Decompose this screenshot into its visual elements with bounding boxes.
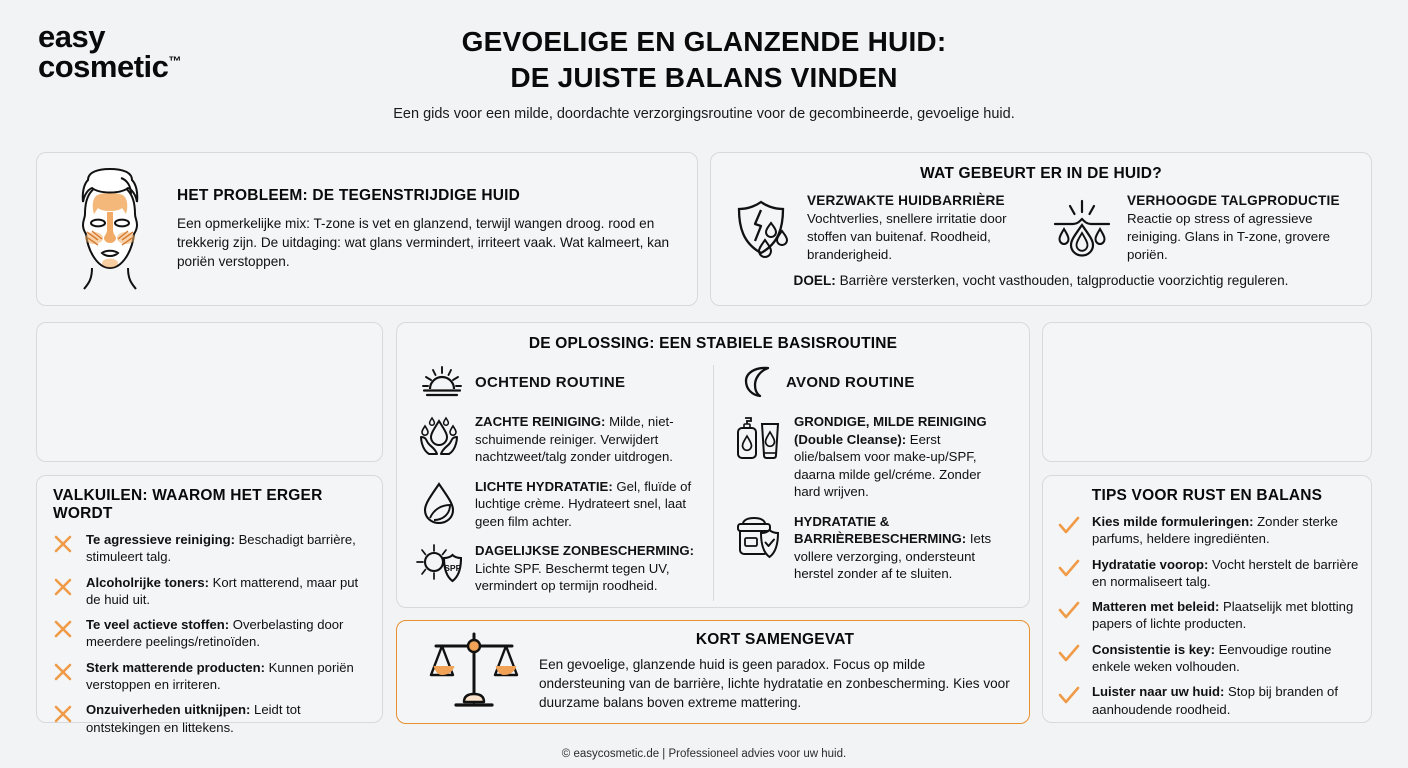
evening-item-double-cleanse-text [794, 413, 1001, 501]
sun-spf-shield-icon [413, 542, 465, 595]
list-item-label: Kies milde formuleringen: [1092, 514, 1254, 529]
footer: © easycosmetic.de | Professioneel advies voor uw huid. [561, 748, 847, 760]
check-mark-icon [1055, 598, 1083, 633]
list-item [49, 531, 368, 566]
x-mark-icon [49, 531, 77, 566]
problem-card-body: Een opmerkelijke mix: T-zone is vet en glanzend, terwijl wangen droog. rood en trekkerig zijn. De uitdaging: wat glans vermindert, irriteert vaak. Wat kalmeert, kan poriën verstoppen. [177, 215, 670, 270]
increased-sebum-heading: VERHOOGDE TALGPRODUCTIE [1127, 193, 1340, 208]
morning-item-sunscreen-text [475, 542, 701, 595]
pitfalls-card-title: VALKUILEN: WAAROM HET ERGER WORDT [53, 487, 323, 522]
brand-line-2 [38, 49, 182, 85]
list-item-text [1092, 683, 1359, 718]
leaf-drop-icon [413, 478, 465, 531]
list-item-text [86, 531, 368, 566]
weakened-barrier-body: Vochtverlies, snellere irritatie door stoffen van buitenaf. Roodheid, branderigheid. [807, 211, 1007, 262]
face-tzone-icon [51, 168, 169, 290]
balance-scale-icon [419, 630, 529, 714]
list-item-text [86, 701, 368, 736]
list-item [49, 701, 368, 736]
evening-item-barrier-protection-label: HYDRATATIE & BARRIÈREBESCHERMING: [794, 513, 967, 547]
morning-item-cleansing [413, 413, 701, 466]
morning-item-hydration-text [475, 478, 701, 531]
moon-icon [740, 365, 774, 399]
evening-item-barrier-protection [732, 513, 1001, 583]
title-block [0, 0, 1408, 122]
list-item-desc: Leidt tot ontstekingen en littekens. [86, 702, 301, 735]
page-title-line-2: DE JUISTE BALANS VINDEN [510, 61, 898, 93]
list-item-text [1092, 641, 1359, 676]
increased-sebum-block [1045, 193, 1357, 263]
list-item-label: Te veel actieve stoffen: [86, 617, 230, 633]
morning-item-cleansing-text [475, 413, 701, 466]
pump-bottle-tube-icon [732, 413, 784, 501]
list-item-text [1092, 598, 1359, 633]
list-item [1055, 683, 1359, 718]
list-item-desc: Stop bij branden of aanhoudende roodheid. [1092, 684, 1338, 717]
solution-card-title: DE OPLOSSING: EEN STABIELE BASISROUTINE [528, 335, 898, 352]
increased-sebum-body: Reactie op stress of agressieve reiniging. Glans in T-zone, grovere poriën. [1127, 211, 1331, 262]
page-title [0, 19, 1408, 96]
list-item-desc: Zonder sterke parfums, heldere ingrediënten. [1092, 514, 1338, 547]
list-item [1055, 641, 1359, 676]
list-item-label: Hydratatie voorop: [1092, 556, 1209, 572]
header [0, 0, 1408, 140]
morning-routine-column [413, 365, 713, 601]
tips-card-title: TIPS VOOR RUST EN BALANS [1091, 487, 1323, 504]
list-item-label: Matteren met beleid: [1092, 599, 1220, 615]
problem-card [36, 152, 698, 306]
evening-item-barrier-protection-text [794, 513, 1001, 583]
list-item-label: Onzuiverheden uitknijpen: [86, 702, 251, 718]
brand-line-1: easy [38, 19, 105, 54]
list-item-desc: Beschadigt barrière, stimuleert talg. [86, 532, 356, 565]
weakened-barrier-heading: VERZWAKTE HUIDBARRIÈRE [807, 193, 1005, 208]
morning-routine-heading: OCHTEND ROUTINE [475, 373, 626, 391]
cracked-shield-droplets-icon [725, 193, 799, 263]
brand-logo [38, 19, 182, 85]
list-item [49, 659, 368, 694]
sebum-pore-droplet-icon [1045, 193, 1119, 263]
list-item-desc: Eenvoudige routine enkele weken volhouden. [1092, 641, 1332, 674]
morning-item-sunscreen-label: DAGELIJKSE ZONBESCHERMING: [475, 543, 695, 559]
solution-card [396, 322, 1030, 608]
list-item-text [1092, 556, 1359, 591]
weakened-barrier-block [725, 193, 1037, 263]
goal-label: DOEL: [793, 273, 836, 289]
trademark-symbol: ™ [168, 54, 182, 70]
goal-statement [725, 273, 1357, 288]
evening-routine-heading: AVOND ROUTINE [786, 373, 915, 391]
morning-item-hydration-desc: Gel, fluïde of luchtige crème. Hydrateert snel, laat geen film achter. [475, 478, 692, 529]
list-item-label: Alcoholrijke toners: [86, 574, 209, 590]
list-item-desc: Vocht herstelt de barrière en normaliseert talg. [1092, 556, 1359, 589]
list-item-text [86, 616, 368, 651]
list-item [1055, 513, 1359, 548]
check-mark-icon [1055, 513, 1083, 548]
x-mark-icon [49, 574, 77, 609]
list-item-desc: Overbelasting door meerdere peelings/retinoïden. [86, 617, 344, 650]
list-item-label: Consistentie is key: [1092, 641, 1215, 657]
goal-text: Barrière versterken, vocht vasthouden, talgproductie voorzichtig reguleren. [835, 273, 1289, 289]
brand-line-2-text: cosmetic [38, 49, 169, 85]
x-mark-icon [49, 616, 77, 651]
what-happens-card [710, 152, 1372, 306]
evening-item-double-cleanse-label: GRONDIGE, MILDE REINIGING (Double Cleanse): [794, 414, 987, 447]
what-happens-card-title: WAT GEBEURT ER IN DE HUID? [920, 165, 1162, 182]
morning-item-cleansing-label: ZACHTE REINIGING: [475, 414, 606, 429]
list-item [49, 616, 368, 651]
x-mark-icon [49, 701, 77, 736]
list-item-desc: Kunnen poriën verstoppen en irriteren. [86, 659, 354, 692]
list-item-text [1092, 513, 1359, 548]
morning-item-sunscreen [413, 542, 701, 595]
evening-item-double-cleanse [732, 413, 1001, 501]
morning-item-hydration-label: LICHTE HYDRATATIE: [475, 478, 613, 494]
list-item-label: Te agressieve reiniging: [86, 532, 235, 547]
x-mark-icon [49, 659, 77, 694]
sunrise-icon [421, 365, 463, 399]
list-item-desc: Plaatselijk met blotting papers of lichte producten. [1092, 599, 1354, 632]
empty-placeholder-card-left [36, 322, 383, 462]
check-mark-icon [1055, 556, 1083, 591]
list-item-text [86, 574, 368, 609]
pitfalls-card [36, 475, 383, 735]
cream-jar-shield-icon [732, 513, 784, 583]
summary-card [396, 620, 1030, 724]
morning-item-hydration [413, 478, 701, 531]
evening-routine-column [713, 365, 1013, 601]
empty-placeholder-card-right [1042, 322, 1372, 462]
page-title-line-1: GEVOELIGE EN GLANZENDE HUID: [461, 26, 947, 57]
evening-item-barrier-protection-desc: Iets vollere verzorging, ondersteunt herstel zonder af te sluiten. [794, 531, 992, 582]
list-item [1055, 598, 1359, 633]
list-item-label: Sterk matterende producten: [86, 659, 265, 675]
list-item [1055, 556, 1359, 591]
svg-text:SPF: SPF [444, 563, 461, 574]
tips-card [1042, 475, 1372, 723]
hands-water-drop-icon [413, 413, 465, 466]
list-item [49, 574, 368, 609]
summary-card-body: Een gevoelige, glanzende huid is geen paradox. Focus op milde ondersteuning van de barrière, lichte hydratatie en zonbescherming. Kies voor duurzame balans boven extreme mattering. [539, 657, 1010, 710]
morning-item-cleansing-desc: Milde, niet-schuimende reiniger. Verwijdert nachtzweet/talg zonder uitdrogen. [475, 414, 674, 465]
page-subtitle: Een gids voor een milde, doordachte verzorgingsroutine voor de gecombineerde, gevoelige huid. [393, 105, 1015, 122]
list-item-label: Luister naar uw huid: [1092, 684, 1225, 700]
evening-item-double-cleanse-desc: Eerst olie/balsem voor make-up/SPF, daarna milde gel/créme. Zonder hard wrijven. [794, 431, 981, 500]
check-mark-icon [1055, 641, 1083, 676]
problem-card-title: HET PROBLEEM: DE TEGENSTRIJDIGE HUID [177, 186, 521, 204]
summary-card-title: KORT SAMENGEVAT [695, 631, 855, 649]
check-mark-icon [1055, 683, 1083, 718]
list-item-desc: Kort matterend, maar put de huid uit. [86, 574, 359, 607]
morning-item-sunscreen-desc: Lichte SPF. Beschermt tegen UV, vermindert op termijn roodheid. [475, 560, 670, 594]
list-item-text [86, 659, 368, 694]
